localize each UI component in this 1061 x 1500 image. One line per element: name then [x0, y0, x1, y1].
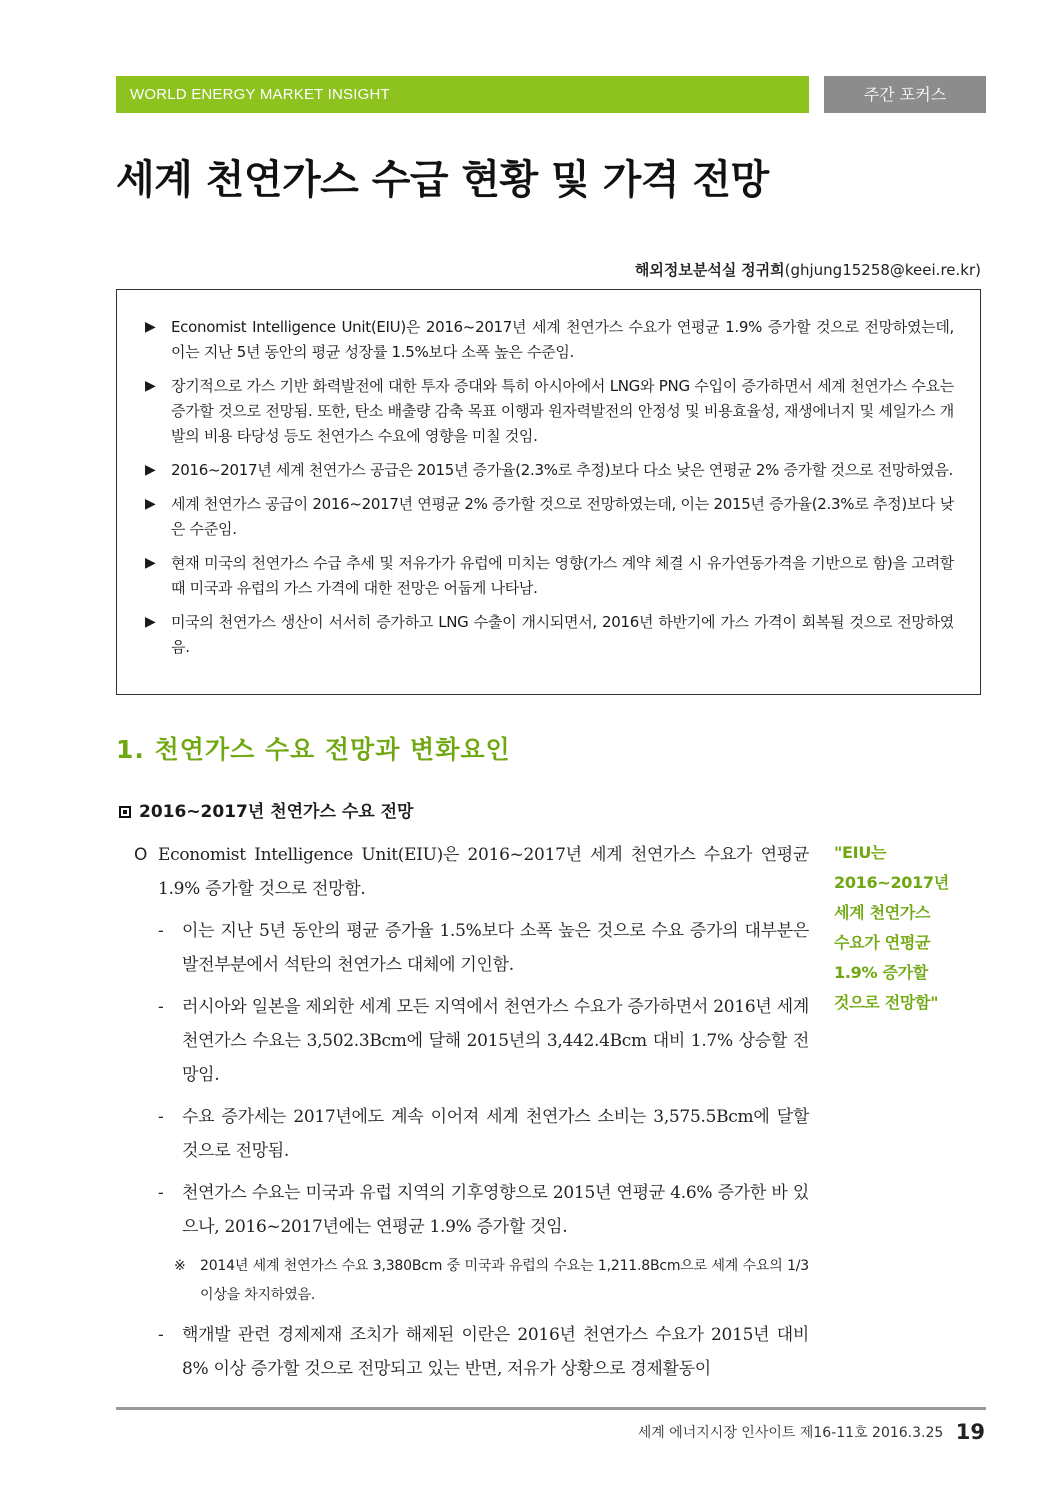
- paragraph-dash: [134, 990, 809, 1092]
- dash-bullet-icon: -: [158, 921, 164, 941]
- author-name: 정귀희: [741, 261, 785, 279]
- publication-name: WORLD ENERGY MARKET INSIGHT: [130, 86, 390, 103]
- publication-banner: [116, 76, 809, 113]
- paragraph-dash: [134, 1100, 809, 1168]
- summary-list: [143, 315, 954, 660]
- square-bullet-icon: [119, 806, 131, 818]
- pull-quote-line: 것으로 전망함": [834, 993, 939, 1012]
- paragraph-text: 핵개발 관련 경제제재 조치가 해제된 이란은 2016년 천연가스 수요가 2015년 대비 8% 이상 증가할 것으로 전망되고 있는 반면, 저유가 상황으로 경제활동이: [182, 1325, 809, 1379]
- section-heading: 1. 천연가스 수요 전망과 변화요인: [116, 735, 511, 764]
- sub-heading: [119, 797, 413, 822]
- page-number: 19: [955, 1420, 985, 1444]
- dash-bullet-icon: -: [158, 1183, 164, 1203]
- note-text: 2014년 세계 천연가스 수요 3,380Bcm 중 미국과 유럽의 수요는 1,211.8Bcm으로 세계 수요의 1/3 이상을 차지하였음.: [200, 1258, 809, 1303]
- note-paragraph: [134, 1252, 809, 1310]
- footer-date: 2016.3.25: [872, 1425, 944, 1441]
- paragraph-dash: [134, 1318, 809, 1386]
- summary-item: ▶ Economist Intelligence Unit(EIU)은 2016~2017년 세계 천연가스 수요가 연평균 1.9% 증가할 것으로 전망하였는데, 이는 지난 5년 동안의 평균 성장률 1.5%보다 소폭 높은 수준임.: [143, 315, 954, 365]
- summary-item: ▶ 현재 미국의 천연가스 수급 추세 및 저유가가 유럽에 미치는 영향(가스 계약 체결 시 유가연동가격을 기반으로 함)을 고려할 때 미국과 유럽의 가스 가격에 대한 전망은 어둡게 나타남.: [143, 551, 954, 601]
- paragraph-text: 러시아와 일본을 제외한 세계 모든 지역에서 천연가스 수요가 증가하면서 2016년 세계 천연가스 수요는 3,502.3Bcm에 달해 2015년의 3,442.4Bcm 대비 1.7% 상승할 전망임.: [182, 997, 809, 1085]
- page-title: 세계 천연가스 수급 현황 및 가격 전망: [116, 157, 769, 203]
- body-column: [134, 838, 809, 1394]
- paragraph-text: Economist Intelligence Unit(EIU)은 2016~2017년 세계 천연가스 수요가 연평균 1.9% 증가할 것으로 전망함.: [158, 845, 809, 899]
- pull-quote-line: 수요가 연평균: [834, 933, 931, 952]
- paragraph-text: 이는 지난 5년 동안의 평균 증가율 1.5%보다 소폭 높은 것으로 수요 증가의 대부분은 발전부분에서 석탄의 천연가스 대체에 기인함.: [182, 921, 809, 975]
- summary-item: ▶ 미국의 천연가스 생산이 서서히 증가하고 LNG 수출이 개시되면서, 2016년 하반기에 가스 가격이 회복될 것으로 전망하였음.: [143, 610, 954, 660]
- sub-heading-text: 2016~2017년 천연가스 수요 전망: [139, 802, 414, 822]
- pull-quote-line: 2016~2017년: [834, 873, 949, 892]
- author-email: (ghjung15258@keei.re.kr): [784, 261, 981, 279]
- author-dept: 해외정보분석실: [634, 261, 737, 279]
- pull-quote-line: 1.9% 증가할: [834, 963, 928, 982]
- summary-box: [116, 289, 981, 695]
- reference-mark-icon: ※: [174, 1258, 186, 1274]
- footer-issue: 제16-11호: [799, 1425, 868, 1441]
- paragraph-main: [134, 838, 809, 906]
- pull-quote: [834, 838, 964, 1018]
- section-tag: 주간 포커스: [824, 76, 986, 113]
- paragraph-text: 수요 증가세는 2017년에도 계속 이어져 세계 천연가스 소비는 3,575.5Bcm에 달할 것으로 전망됨.: [182, 1107, 809, 1161]
- summary-item: ▶ 장기적으로 가스 기반 화력발전에 대한 투자 증대와 특히 아시아에서 LNG와 PNG 수입이 증가하면서 세계 천연가스 수요는 증가할 것으로 전망됨. 또한, 탄소 배출량 감축 목표 이행과 원자력발전의 안정성 및 비용효율성, 재생에너지 및 셰일가스 개발의 비용 타당성 등도 천연가스 수요에 영향을 미칠 것임.: [143, 374, 954, 449]
- dash-bullet-icon: -: [158, 1107, 164, 1127]
- dash-bullet-icon: -: [158, 1325, 164, 1345]
- footer: [638, 1420, 985, 1444]
- dash-bullet-icon: -: [158, 997, 164, 1017]
- paragraph-dash: [134, 1176, 809, 1244]
- footer-publication: 세계 에너지시장 인사이트: [637, 1425, 796, 1441]
- author-line: [635, 259, 981, 280]
- pull-quote-line: "EIU는: [834, 843, 887, 862]
- summary-item: ▶ 세계 천연가스 공급이 2016~2017년 연평균 2% 증가할 것으로 전망하였는데, 이는 2015년 증가율(2.3%로 추정)보다 낮은 수준임.: [143, 492, 954, 542]
- paragraph-text: 천연가스 수요는 미국과 유럽 지역의 기후영향으로 2015년 연평균 4.6% 증가한 바 있으나, 2016~2017년에는 연평균 1.9% 증가할 것임.: [182, 1183, 809, 1237]
- footer-divider: [116, 1407, 986, 1410]
- summary-item: ▶ 2016~2017년 세계 천연가스 공급은 2015년 증가율(2.3%로 추정)보다 다소 낮은 연평균 2% 증가할 것으로 전망하였음.: [143, 458, 954, 483]
- circle-bullet-icon: O: [134, 845, 148, 865]
- pull-quote-line: 세계 천연가스: [834, 903, 931, 922]
- paragraph-dash: [134, 914, 809, 982]
